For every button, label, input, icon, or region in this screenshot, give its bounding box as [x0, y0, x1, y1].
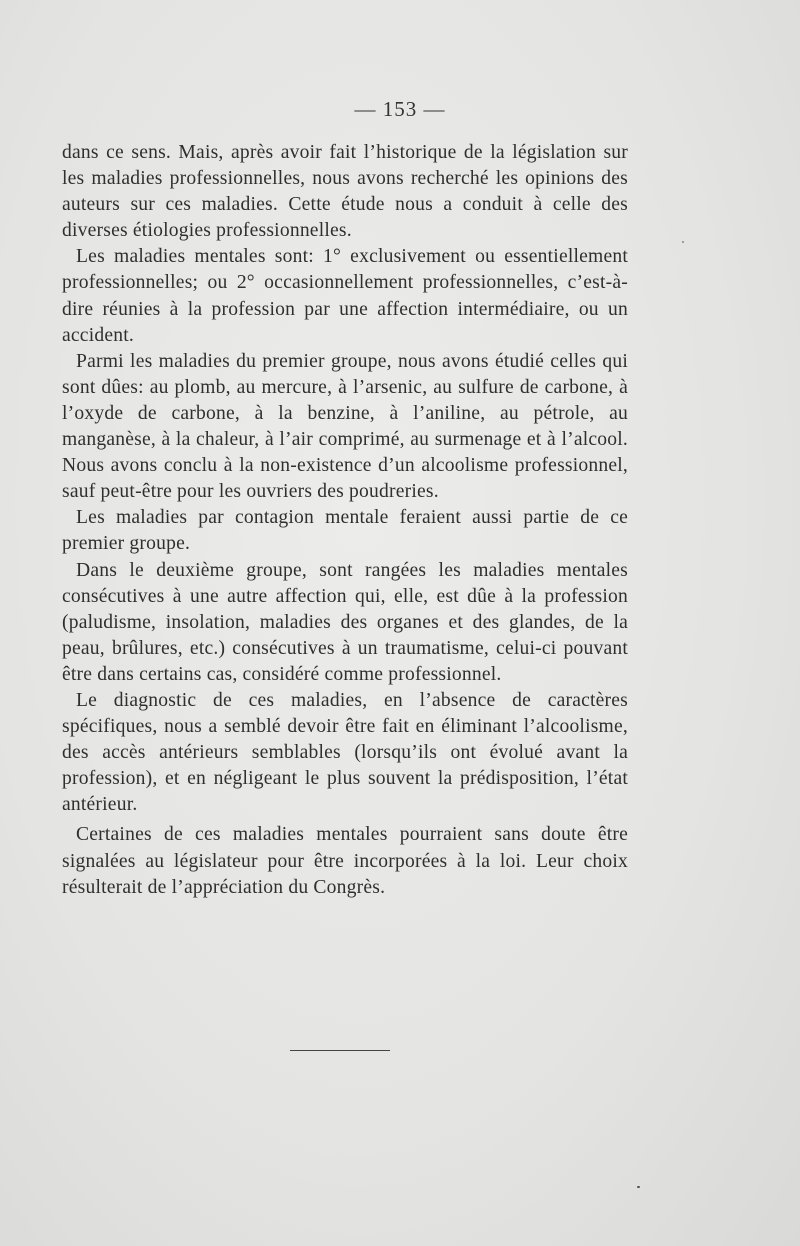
ink-speck [682, 241, 684, 243]
paragraph-7: Certaines de ces maladies mentales pourraient sans doute être signalées au législateur pour être incorporées à la loi. Leur choix résulterait de l’appréciation du Congrès. [62, 824, 628, 898]
paragraph-5: Dans le deuxième groupe, sont rangées les maladies mentales consécutives à une autre affection qui, elle, est dûe à la profession (paludisme, insolation, maladies des organes et des glandes, de la peau, brûlures, etc.) consécutives à un traumatisme, celui-ci pouvant être dans certains cas, considéré comme professionnel. [62, 559, 628, 685]
closing-rule [290, 1050, 390, 1051]
body-text [62, 140, 628, 901]
ink-speck [637, 1186, 640, 1188]
paragraph-1: dans ce sens. Mais, après avoir fait l’historique de la législation sur les maladies professionnelles, nous avons recherché les opinions des auteurs sur ces maladies. Cette étude nous a conduit à celle des diverses étiologies professionnelles. [62, 142, 628, 242]
paragraph-4: Les maladies par contagion mentale feraient aussi partie de ce premier groupe. [62, 507, 628, 555]
paragraph-2: Les maladies mentales sont: 1° exclusivement ou essentiellement professionnelles; ou 2° occasionnellement professionnelles, c’est-à-dire réunies à la profession par une affection intermédiaire, ou un accident. [62, 246, 628, 346]
paragraph-3: Parmi les maladies du premier groupe, nous avons étudié celles qui sont dûes: au plomb, au mercure, à l’arsenic, au sulfure de carbone, à l’oxyde de carbone, à la benzine, à l’aniline, au pétrole, au manganèse, à la chaleur, à l’air comprimé, au surmenage et à l’alcool. Nous avons conclu à la non-existence d’un alcoolisme professionnel, sauf peut-être pour les ouvriers des poudreries. [62, 350, 628, 503]
paragraph-6: Le diagnostic de ces maladies, en l’absence de caractères spécifiques, nous a semblé devoir être fait en éliminant l’alcoolisme, des accès antérieurs semblables (lorsqu’ils ont évolué avant la profession), et en négligeant le plus souvent la prédisposition, l’état antérieur. [62, 689, 628, 816]
page-number: — 153 — [354, 97, 446, 121]
